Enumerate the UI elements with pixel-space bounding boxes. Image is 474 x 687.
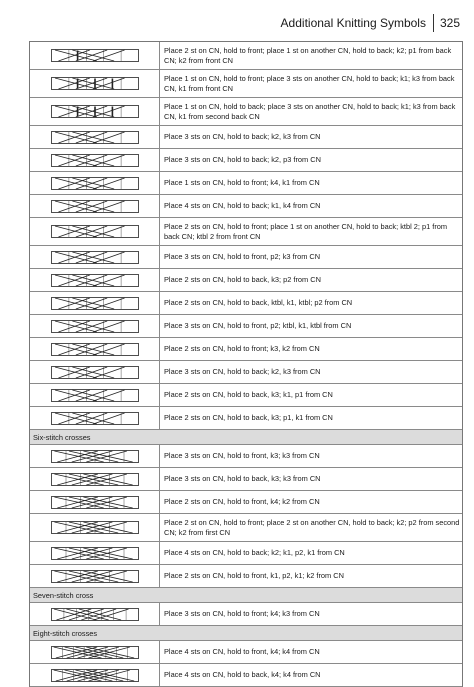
- cable-symbol: [51, 366, 139, 379]
- symbol-cell: [30, 468, 160, 490]
- symbol-cell: [30, 42, 160, 69]
- symbol-description: Place 2 sts on CN, hold to back, k3; k1, p1 from CN: [164, 390, 333, 399]
- symbol-row: [30, 70, 462, 98]
- symbol-row: [30, 641, 462, 664]
- symbol-row: [30, 603, 462, 626]
- symbol-description: Place 2 sts on CN, hold to back, k3; p1, k1 from CN: [164, 413, 333, 422]
- symbol-row: [30, 126, 462, 149]
- symbol-description: Place 3 sts on CN, hold to back, k3; k3 from CN: [164, 474, 321, 483]
- symbol-row: [30, 565, 462, 588]
- page-header: [281, 14, 460, 32]
- symbol-row: [30, 172, 462, 195]
- cable-symbol: [51, 154, 139, 167]
- symbol-description: Place 3 sts on CN, hold to back; k2, k3 from CN: [164, 367, 321, 376]
- symbol-description: Place 3 sts on CN, hold to front, p2; k3 from CN: [164, 252, 321, 261]
- cable-symbol: [51, 473, 139, 486]
- symbol-row: [30, 407, 462, 430]
- symbol-cell: [30, 195, 160, 217]
- symbol-cell: [30, 246, 160, 268]
- symbol-description: Place 4 sts on CN, hold to front, k4; k4 from CN: [164, 647, 320, 656]
- symbol-description: Place 2 st on CN, hold to front; place 1 st on another CN, hold to back; k2; p1 from back CN; k2 from front CN: [164, 45, 452, 65]
- symbol-cell: [30, 361, 160, 383]
- cable-symbol: [51, 496, 139, 509]
- symbol-cell: [30, 338, 160, 360]
- symbol-row: [30, 542, 462, 565]
- symbol-row: [30, 491, 462, 514]
- symbol-row: [30, 315, 462, 338]
- symbol-description: Place 1 st on CN, hold to front; place 3 sts on another CN, hold to back; k1; k3 from back CN, k1 from front CN: [164, 73, 455, 93]
- cable-symbol: [51, 450, 139, 463]
- section-heading: Eight-stitch crosses: [30, 626, 462, 641]
- section-heading: Seven-stitch cross: [30, 588, 462, 603]
- cable-symbol: [51, 320, 139, 333]
- symbol-row: [30, 445, 462, 468]
- symbol-cell: [30, 514, 160, 541]
- symbol-description: Place 2 st on CN, hold to front; place 2 st on another CN, hold to back; k2; p2 from second CN; k2 from first CN: [164, 517, 460, 537]
- symbol-row: [30, 98, 462, 126]
- symbol-row: [30, 361, 462, 384]
- symbol-cell: [30, 407, 160, 429]
- symbol-cell: [30, 445, 160, 467]
- symbol-description: Place 3 sts on CN, hold to front; k4; k3 from CN: [164, 609, 320, 618]
- cable-symbol: [51, 105, 139, 118]
- symbol-description: Place 2 sts on CN, hold to back, k3; p2 from CN: [164, 275, 321, 284]
- page-number: 325: [439, 16, 460, 30]
- cable-symbol: [51, 412, 139, 425]
- symbol-cell: [30, 126, 160, 148]
- symbol-row: [30, 514, 462, 542]
- symbol-cell: [30, 565, 160, 587]
- symbol-cell: [30, 664, 160, 686]
- symbol-row: [30, 195, 462, 218]
- knitting-symbol-table: [29, 41, 463, 687]
- symbol-cell: [30, 315, 160, 337]
- cable-symbol: [51, 49, 139, 62]
- symbol-cell: [30, 603, 160, 625]
- cable-symbol: [51, 608, 139, 621]
- section-heading: Six-stitch crosses: [30, 430, 462, 445]
- symbol-cell: [30, 98, 160, 125]
- symbol-row: [30, 384, 462, 407]
- symbol-cell: [30, 70, 160, 97]
- cable-symbol: [51, 297, 139, 310]
- symbol-description: Place 3 sts on CN, hold to front, k3; k3 from CN: [164, 451, 320, 460]
- cable-symbol: [51, 547, 139, 560]
- symbol-description: Place 4 sts on CN, hold to back; k2; k1, p2, k1 from CN: [164, 548, 345, 557]
- cable-symbol: [51, 669, 139, 682]
- cable-symbol: [51, 177, 139, 190]
- cable-symbol: [51, 343, 139, 356]
- symbol-description: Place 2 sts on CN, hold to front; place 1 st on another CN, hold to back; ktbl 2; p1 from back CN; ktbl 2 from front CN: [164, 221, 448, 241]
- cable-symbol: [51, 389, 139, 402]
- symbol-description: Place 3 sts on CN, hold to front, p2; ktbl, k1, ktbl from CN: [164, 321, 352, 330]
- cable-symbol: [51, 274, 139, 287]
- running-header-title: Additional Knitting Symbols: [280, 16, 426, 30]
- symbol-cell: [30, 641, 160, 663]
- symbol-cell: [30, 218, 160, 245]
- symbol-row: [30, 664, 462, 687]
- cable-symbol: [51, 77, 139, 90]
- symbol-row: [30, 42, 462, 70]
- symbol-description: Place 3 sts on CN, hold to back; k2, p3 from CN: [164, 155, 321, 164]
- cable-symbol: [51, 646, 139, 659]
- symbol-cell: [30, 292, 160, 314]
- symbol-cell: [30, 491, 160, 513]
- symbol-row: [30, 149, 462, 172]
- header-divider: [433, 14, 434, 32]
- symbol-row: [30, 468, 462, 491]
- symbol-row: [30, 218, 462, 246]
- symbol-description: Place 2 sts on CN, hold to front, k1, p2, k1; k2 from CN: [164, 571, 344, 580]
- symbol-description: Place 1 sts on CN, hold to front; k4, k1 from CN: [164, 178, 320, 187]
- symbol-description: Place 1 st on CN, hold to back; place 3 sts on another CN, hold to back; k1; k3 from back CN, k1 from second back CN: [164, 101, 456, 121]
- symbol-description: Place 3 sts on CN, hold to back; k2, k3 from CN: [164, 132, 321, 141]
- symbol-row: [30, 246, 462, 269]
- symbol-description: Place 2 sts on CN, hold to front; k3, k2 from CN: [164, 344, 320, 353]
- symbol-row: [30, 338, 462, 361]
- symbol-description: Place 2 sts on CN, hold to back, ktbl, k1, ktbl; p2 from CN: [164, 298, 353, 307]
- symbol-row: [30, 269, 462, 292]
- symbol-cell: [30, 542, 160, 564]
- symbol-cell: [30, 384, 160, 406]
- cable-symbol: [51, 200, 139, 213]
- symbol-cell: [30, 269, 160, 291]
- cable-symbol: [51, 251, 139, 264]
- symbol-description: Place 2 sts on CN, hold to front, k4; k2 from CN: [164, 497, 320, 506]
- cable-symbol: [51, 225, 139, 238]
- symbol-row: [30, 292, 462, 315]
- cable-symbol: [51, 131, 139, 144]
- symbol-description: Place 4 sts on CN, hold to back; k1, k4 from CN: [164, 201, 321, 210]
- symbol-cell: [30, 172, 160, 194]
- symbol-cell: [30, 149, 160, 171]
- cable-symbol: [51, 570, 139, 583]
- cable-symbol: [51, 521, 139, 534]
- symbol-description: Place 4 sts on CN, hold to back, k4; k4 from CN: [164, 670, 321, 679]
